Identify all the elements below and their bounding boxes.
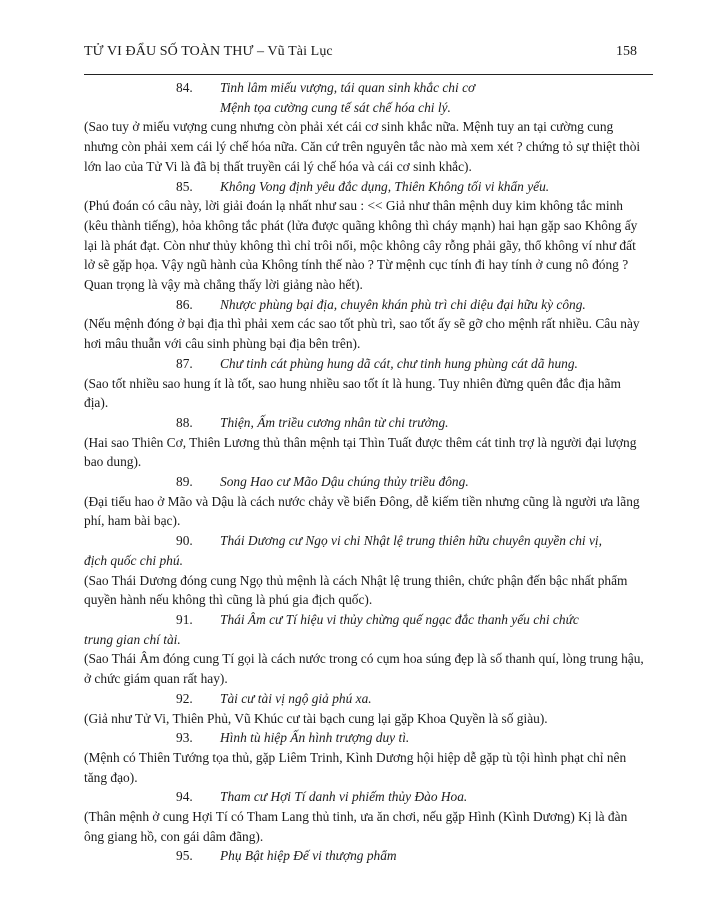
commentary-paragraph: (Hai sao Thiên Cơ, Thiên Lương thủ thân mệnh tại Thìn Tuất được thêm cát tinh trợ là người đại lượng bao dung). [84, 434, 637, 470]
commentary-paragraph: (Giả như Tử Vi, Thiên Phủ, Vũ Khúc cư tài bạch cung lại gặp Khoa Quyền là số giàu). [84, 710, 548, 726]
verse-text: Tinh lâm miếu vượng, tái quan sinh khắc chi cơ [220, 80, 476, 95]
verse-number: 88. [176, 414, 193, 430]
verse-text: Tham cư Hợi Tí danh vi phiếm thủy Đào Hoa. [220, 789, 468, 805]
verse-number: 89. [176, 474, 193, 490]
verse-continuation: địch quốc chi phú. [84, 552, 183, 568]
verse-number: 87. [176, 355, 193, 371]
verse-text: Thiện, Ấm triều cương nhân từ chi trưởng. [220, 414, 449, 430]
verse-line [84, 413, 644, 433]
verse-line [84, 78, 644, 98]
commentary-paragraph: (Sao tuy ở miếu vượng cung nhưng còn phải xét cái cơ sinh khắc nữa. Mệnh tuy an tại cường cung nhưng còn phải xem cái lý chế hóa nữa. Căn cứ trên nguyên tắc nào mà xem xét ? chứng tỏ sự thiệt thòi lớn lao của Tử Vi là đã bị thất truyền cái lý chế hóa và cái cơ sinh khắc). [84, 119, 641, 174]
verse-number: 95. [176, 848, 193, 864]
verse-line [84, 728, 644, 748]
verse-text: Thái Âm cư Tí hiệu vi thủy chừng quế ngạc đắc thanh yếu chi chức [220, 611, 579, 627]
page-content [84, 78, 644, 866]
verse-line [84, 354, 644, 374]
verse-number: 92. [176, 690, 193, 706]
verse-text: Thái Dương cư Ngọ vi chi Nhật lệ trung thiên hữu chuyên quyền chi vị, [220, 533, 602, 549]
verse-line [84, 177, 644, 197]
verse-text: Song Hao cư Mão Dậu chúng thủy triều đông. [220, 474, 469, 490]
commentary-paragraph: (Sao Thái Âm đóng cung Tí gọi là cách nước trong có cụm hoa súng đẹp là số thanh quí, lòng trung hậu, ở chức giám quan rất hay). [84, 651, 644, 687]
commentary-paragraph: (Sao Thái Dương đóng cung Ngọ thủ mệnh là cách Nhật lệ trung thiên, chức phận đến bậc nhất phẩm quyền hành nếu không thì cũng là phú gia địch quốc). [84, 572, 628, 608]
header-title: TỬ VI ĐẨU SỐ TOÀN THƯ – Vũ Tài Lục [84, 44, 333, 59]
verse-line [84, 787, 644, 807]
verse-continuation: trung gian chí tài. [84, 631, 181, 647]
verse-number: 90. [176, 533, 193, 549]
verse-line [84, 846, 644, 866]
verse-text: Tài cư tài vị ngộ giả phú xa. [220, 690, 372, 706]
commentary-paragraph: (Nếu mệnh đóng ở bại địa thì phải xem các sao tốt phù trì, sao tốt ấy sẽ gỡ cho mệnh rất nhiều. Câu này hơi mâu thuẫn với câu sinh phùng bại địa bên trên). [84, 316, 640, 352]
verse-line [84, 531, 644, 551]
verse-text: Chư tinh cát phùng hung dã cát, chư tinh hung phùng cát dã hung. [220, 355, 578, 371]
verse-text: Hình tù hiệp Ấn hình trượng duy tì. [220, 730, 410, 746]
commentary-paragraph: (Phú đoán có câu này, lời giải đoán lạ nhất như sau : << Giả như thân mệnh duy kim không tắc minh (kêu thành tiếng), hỏa không tắc phát (lửa được quãng không thì cháy mạnh) hai hạn gặp sao Không ấy lại là phát đạt. Còn như thủy không thì chỉ trôi nổi, mộc không cây rỗng phải gãy, thổ không ví như đất lở sẽ gặp họa. Vậy ngũ hành của Không tính thế nào ? Từ mệnh cục tính đi hay tính ở cung nô đóng ? Quan trọng là vậy mà chẳng thấy lời giảng nào hết). [84, 198, 638, 293]
page-number: 158 [616, 44, 637, 59]
verse-line [84, 472, 644, 492]
verse-number: 94. [176, 789, 193, 805]
verse-line [84, 610, 644, 630]
commentary-paragraph: (Mệnh có Thiên Tướng tọa thủ, gặp Liêm Trinh, Kình Dương hội hiệp dễ gặp tù tội hình phạt chỉ nên tăng đạo). [84, 749, 627, 785]
verse-number: 93. [176, 730, 193, 746]
commentary-paragraph: (Sao tốt nhiều sao hung ít là tốt, sao hung nhiều sao tốt ít là hung. Tuy nhiên đừng quên đắc địa hãm địa). [84, 375, 621, 411]
page-header [84, 40, 653, 75]
verse-continuation: Mệnh tọa cường cung tế sát chế hóa chi lý. [220, 99, 451, 115]
commentary-paragraph: (Đại tiểu hao ở Mão và Dậu là cách nước chảy về biển Đông, dễ kiếm tiền nhưng cũng là người ưa lãng phí, ham bài bạc). [84, 493, 640, 529]
verse-number: 84. [176, 80, 193, 95]
verse-number: 86. [176, 296, 193, 312]
verse-text: Phụ Bật hiệp Đế vi thượng phẩm [220, 848, 397, 864]
verse-number: 85. [176, 178, 193, 194]
commentary-paragraph: (Thân mệnh ở cung Hợi Tí có Tham Lang thủ tinh, ưa ăn chơi, nếu gặp Hình (Kình Dương) Kị là đàn ông giang hồ, con gái dâm đãng). [84, 809, 628, 844]
verse-text: Không Vong định yêu đắc dụng, Thiên Không tối vi khẩn yếu. [220, 178, 550, 194]
verse-line [84, 689, 644, 709]
verse-number: 91. [176, 611, 193, 627]
verse-line [84, 295, 644, 315]
verse-text: Nhược phùng bại địa, chuyên khán phù trì chi diệu đại hữu kỳ công. [220, 296, 586, 312]
